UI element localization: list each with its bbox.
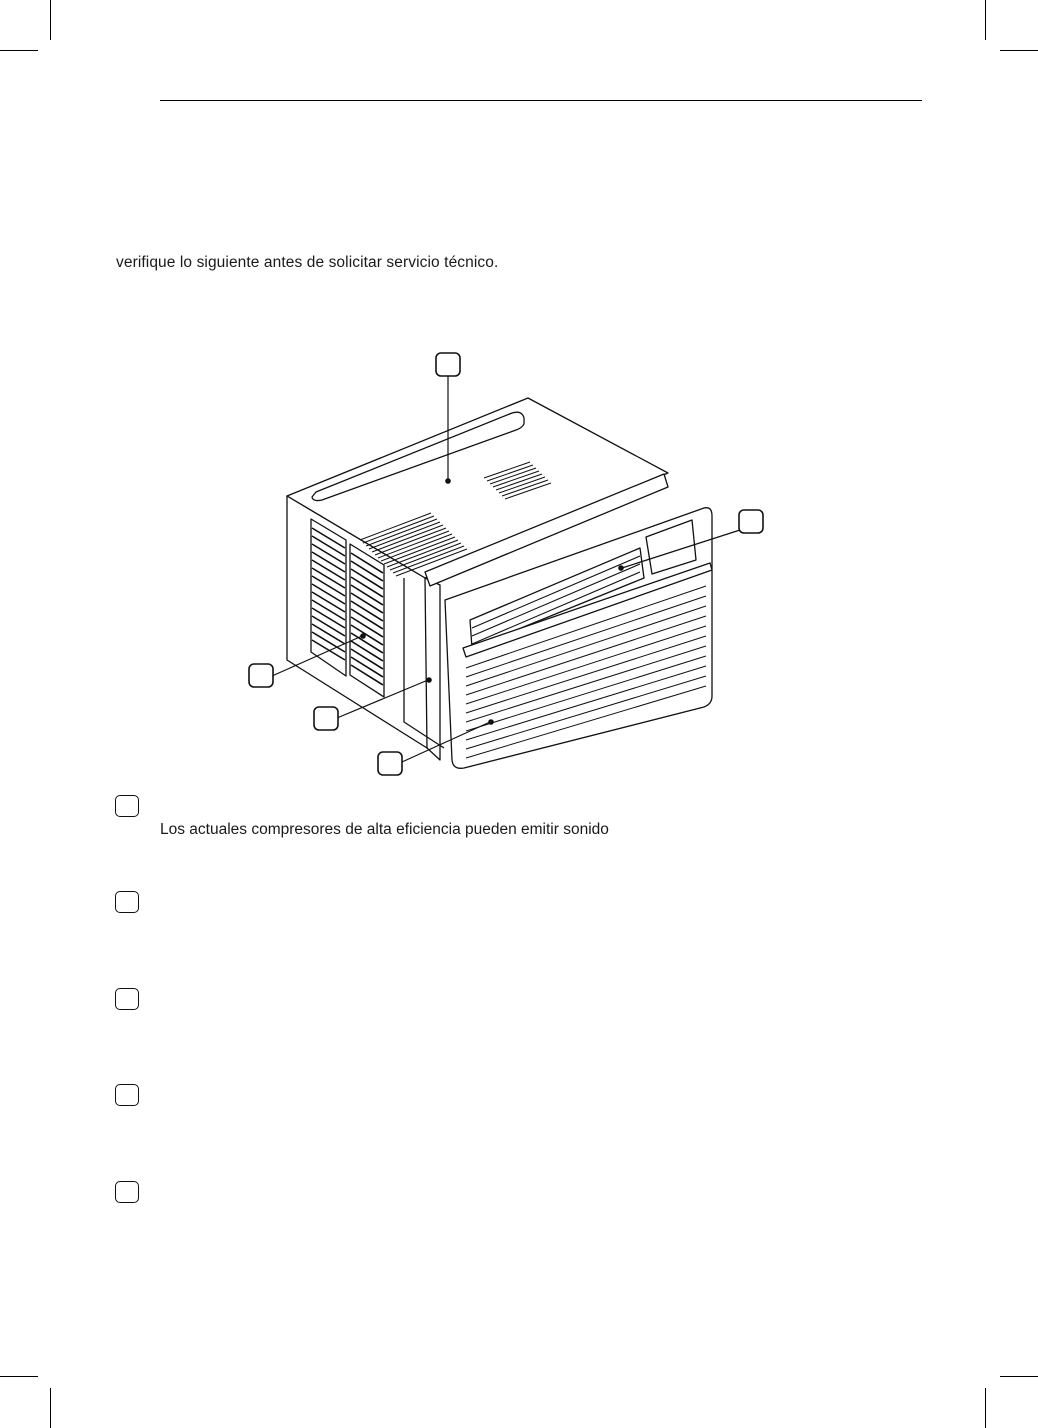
crop-mark-bottom-right-h xyxy=(1000,1376,1038,1377)
callout-marker-bracket xyxy=(314,707,338,730)
crop-mark-bottom-left-v xyxy=(50,1388,51,1428)
list-marker-4 xyxy=(115,1084,139,1106)
callout-marker-side xyxy=(249,664,273,687)
list-marker-5 xyxy=(115,1181,139,1203)
list-item-1-text: Los actuales compresores de alta eficiencia pueden emitir sonido xyxy=(160,821,609,838)
list-marker-1 xyxy=(115,795,139,817)
list-marker-3 xyxy=(115,988,139,1010)
callout-marker-control xyxy=(739,510,763,533)
intro-text: verifique lo siguiente antes de solicitar servicio técnico. xyxy=(116,254,499,271)
crop-mark-bottom-right-v xyxy=(985,1388,986,1428)
callout-marker-front xyxy=(378,752,402,775)
crop-mark-bottom-left-h xyxy=(0,1376,38,1377)
list-marker-2 xyxy=(115,891,139,913)
callout-marker-top xyxy=(436,353,460,376)
